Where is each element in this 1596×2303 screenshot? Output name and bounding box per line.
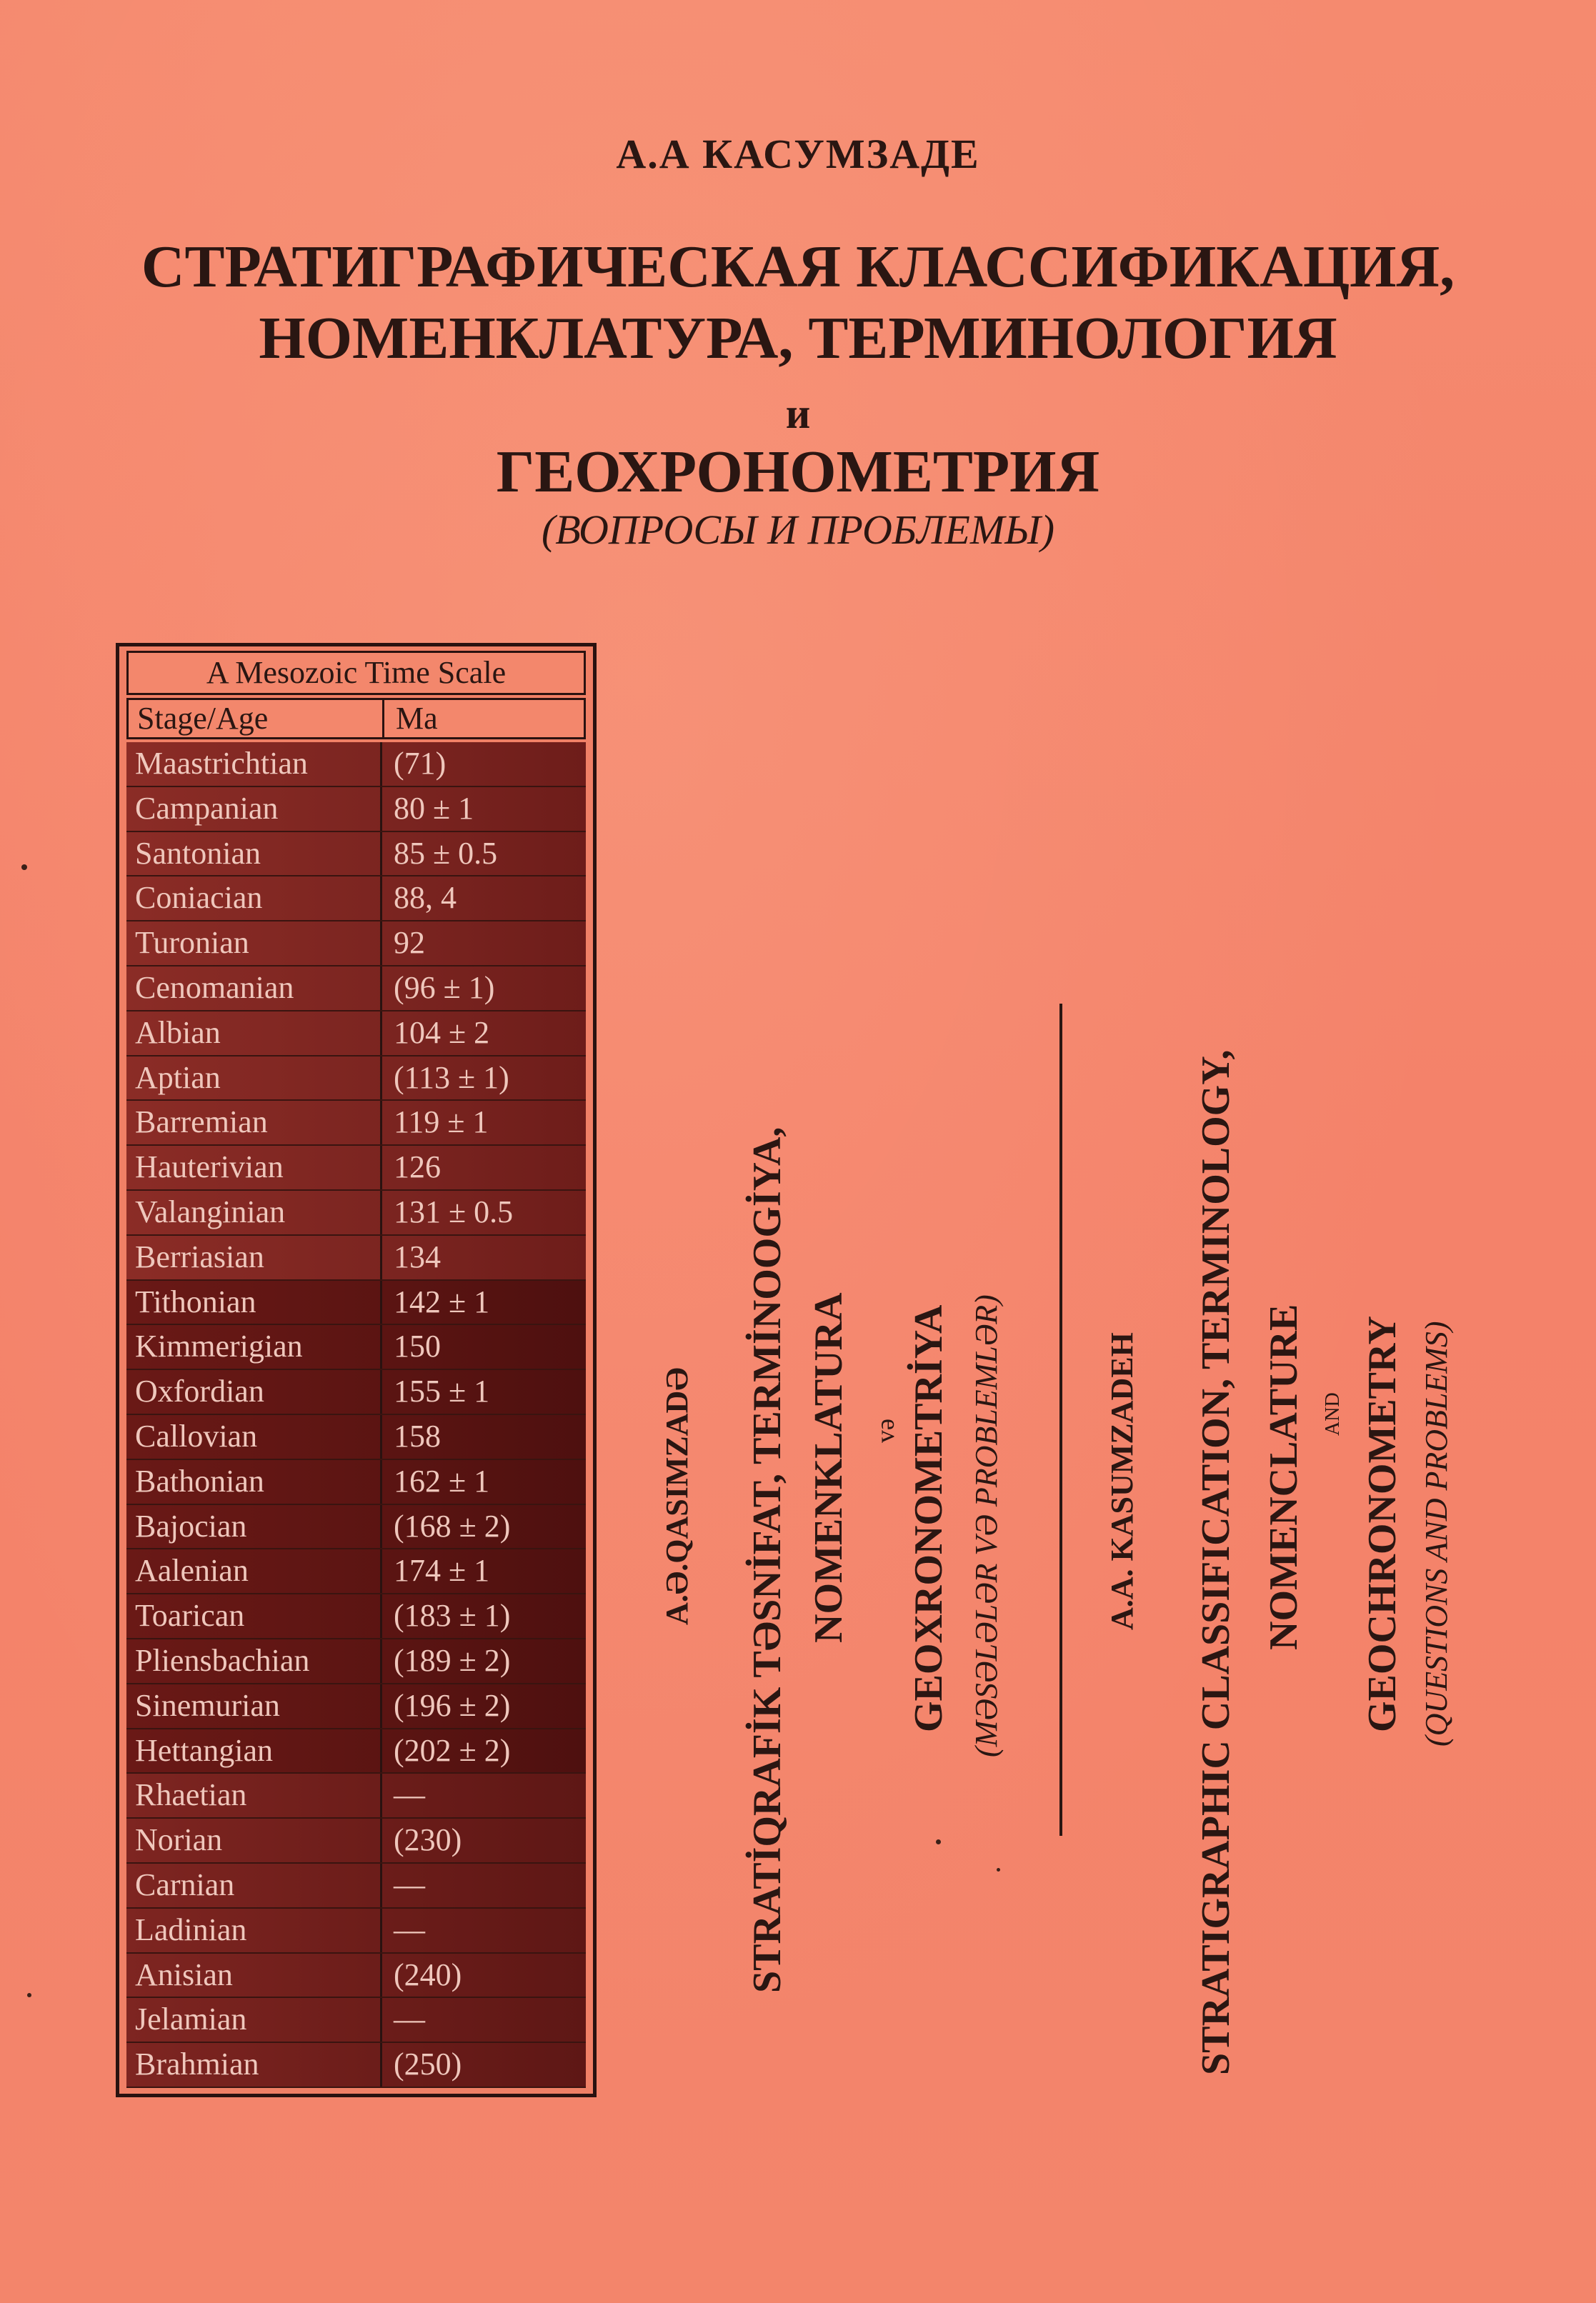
stage-age-ma: 142 ± 1 (394, 1284, 490, 1319)
row-divider (380, 1370, 382, 1414)
stage-name: Aalenian (135, 1553, 249, 1589)
stage-age-ma: 92 (394, 925, 425, 961)
row-divider (380, 1639, 382, 1683)
stage-name: Albian (135, 1014, 221, 1050)
stage-name: Anisian (135, 1957, 233, 1992)
az-title-line3: GEOXRONOMETRİYA (907, 1304, 951, 1732)
stage-name: Ladinian (135, 1912, 247, 1947)
title-ru-conjunction: и (785, 390, 811, 437)
stage-name: Kimmerigian (135, 1329, 303, 1364)
stage-name: Barremian (135, 1104, 268, 1140)
en-conjunction: AND (1322, 1392, 1344, 1436)
stage-age-ma: 155 ± 1 (394, 1374, 490, 1409)
time-scale-header (126, 698, 586, 739)
stage-name: Callovian (135, 1418, 258, 1454)
stage-age-ma: (196 ± 2) (394, 1687, 511, 1723)
stage-age-ma: — (394, 1912, 425, 1947)
scan-speck (21, 864, 27, 870)
stage-age-ma: (230) (394, 1822, 462, 1858)
row-divider (380, 1146, 382, 1189)
stage-age-ma: — (394, 2002, 425, 2037)
stage-age-ma: 131 ± 0.5 (394, 1194, 514, 1229)
stage-age-ma: 174 ± 1 (394, 1553, 490, 1589)
stage-name: Oxfordian (135, 1374, 264, 1409)
row-divider (380, 876, 382, 920)
time-scale-row (126, 1505, 586, 1550)
row-divider (380, 1056, 382, 1100)
row-divider (380, 1325, 382, 1369)
stage-name: Cenomanian (135, 969, 294, 1005)
stage-name: Campanian (135, 790, 279, 826)
row-divider (380, 1954, 382, 1997)
time-scale-row (126, 921, 586, 966)
stage-name: Berriasian (135, 1239, 264, 1274)
stage-name: Turonian (135, 925, 249, 961)
scan-speck (936, 1839, 941, 1844)
stage-age-ma: 134 (394, 1239, 441, 1274)
time-scale-row (126, 1191, 586, 1236)
stage-name: Toarican (135, 1598, 245, 1634)
row-divider (380, 2043, 382, 2087)
header-divider (382, 700, 384, 737)
stage-age-ma: 88, 4 (394, 880, 457, 916)
stage-age-ma: 119 ± 1 (394, 1104, 489, 1140)
stage-name: Hauterivian (135, 1149, 284, 1185)
row-divider (380, 742, 382, 786)
stage-name: Valanginian (135, 1194, 286, 1229)
time-scale-row (126, 966, 586, 1011)
stage-name: Aptian (135, 1059, 221, 1095)
stage-age-ma: 158 (394, 1418, 441, 1454)
scan-speck (997, 1868, 1000, 1872)
language-divider (1059, 1004, 1062, 1836)
stage-name: Coniacian (135, 880, 263, 916)
stage-age-ma: 85 ± 0.5 (394, 835, 498, 871)
time-scale-row (126, 1415, 586, 1460)
stage-name: Pliensbachian (135, 1642, 310, 1678)
time-scale-row (126, 1774, 586, 1819)
row-divider (380, 1594, 382, 1638)
title-ru-line3: ГЕОХРОНОМЕТРИЯ (496, 439, 1100, 505)
scan-speck (27, 1993, 31, 1997)
stage-age-ma: (168 ± 2) (394, 1508, 511, 1544)
en-title-line2: NOMENCLATURE (1262, 1304, 1306, 1650)
time-scale-title: A Mesozoic Time Scale (126, 651, 586, 695)
time-scale-row (126, 1460, 586, 1505)
time-scale-row (126, 1909, 586, 1954)
time-scale-row (126, 2043, 586, 2088)
stage-age-ma: 104 ± 2 (394, 1014, 490, 1050)
time-scale-row (126, 1684, 586, 1729)
stage-age-ma: (250) (394, 2047, 462, 2082)
row-divider (380, 1684, 382, 1728)
az-title-line2: NOMENKLATURA (807, 1292, 851, 1643)
time-scale-row (126, 1729, 586, 1774)
time-scale-row (126, 1281, 586, 1326)
stage-name: Bathonian (135, 1463, 264, 1499)
row-divider (380, 787, 382, 831)
time-scale-row (126, 1819, 586, 1864)
stage-age-ma: 150 (394, 1329, 441, 1364)
az-title-line1: STRATİQRAFİK TƏSNİFAT, TERMİNOOGİYA, (745, 1126, 789, 1993)
stage-age-ma: 162 ± 1 (394, 1463, 490, 1499)
stage-name: Carnian (135, 1867, 235, 1902)
en-title-line1: STRATIGRAPHIC CLASSIFICATION, TERMINOLOGY, (1194, 1049, 1238, 2075)
az-conjunction: və (871, 1419, 899, 1443)
stage-name: Brahmian (135, 2047, 259, 2082)
stage-age-ma: (189 ± 2) (394, 1642, 511, 1678)
subtitle-ru: (ВОПРОСЫ И ПРОБЛЕМЫ) (541, 506, 1055, 553)
row-divider (380, 1236, 382, 1279)
stage-age-ma: (113 ± 1) (394, 1059, 509, 1095)
row-divider (380, 1011, 382, 1055)
row-divider (380, 1505, 382, 1549)
time-scale-row (126, 1549, 586, 1594)
stage-age-ma: 126 (394, 1149, 441, 1185)
stage-name: Hettangian (135, 1732, 274, 1768)
row-divider (380, 921, 382, 965)
row-divider (380, 1191, 382, 1234)
row-divider (380, 1549, 382, 1593)
stage-name: Norian (135, 1822, 223, 1858)
header-ma: Ma (396, 701, 438, 736)
row-divider (380, 1864, 382, 1907)
row-divider (380, 1460, 382, 1504)
time-scale-row (126, 1236, 586, 1281)
az-author: A.Ə.QASIMZADƏ (659, 1367, 694, 1625)
en-subtitle: (QUESTIONS AND PROBLEMS) (1419, 1321, 1454, 1747)
stage-age-ma: (202 ± 2) (394, 1732, 511, 1768)
author-ru: А.А КАСУМЗАДЕ (616, 131, 980, 177)
mesozoic-time-scale-table (116, 643, 597, 2097)
time-scale-row (126, 1864, 586, 1909)
stage-name: Bajocian (135, 1508, 247, 1544)
stage-name: Rhaetian (135, 1777, 247, 1813)
row-divider (380, 1774, 382, 1817)
stage-age-ma: — (394, 1867, 425, 1902)
stage-name: Jelamian (135, 2002, 247, 2037)
header-stage: Stage/Age (137, 701, 269, 736)
time-scale-row (126, 876, 586, 921)
title-ru-line1: СТРАТИГРАФИЧЕСКАЯ КЛАССИФИКАЦИЯ, (141, 234, 1455, 300)
time-scale-row (126, 832, 586, 877)
stage-name: Santonian (135, 835, 261, 871)
time-scale-row (126, 1998, 586, 2043)
en-author: A.A. KASUMZADEH (1104, 1332, 1139, 1630)
row-divider (380, 832, 382, 876)
time-scale-row (126, 742, 586, 787)
time-scale-row (126, 1101, 586, 1146)
en-title-line3: GEOCHRONOMETRY (1360, 1316, 1405, 1732)
row-divider (380, 1415, 382, 1459)
time-scale-row (126, 1594, 586, 1639)
stage-age-ma: (96 ± 1) (394, 969, 495, 1005)
stage-name: Sinemurian (135, 1687, 280, 1723)
stage-age-ma: — (394, 1777, 425, 1813)
stage-age-ma: (240) (394, 1957, 462, 1992)
stage-name: Tithonian (135, 1284, 256, 1319)
title-ru-line2: НОМЕНКЛАТУРА, ТЕРМИНОЛОГИЯ (259, 305, 1337, 371)
row-divider (380, 1819, 382, 1862)
row-divider (380, 1998, 382, 2042)
time-scale-row (126, 1370, 586, 1415)
time-scale-rows (126, 742, 586, 2088)
stage-age-ma: (71) (394, 746, 447, 781)
az-subtitle: (MƏSƏLƏLƏR VƏ PROBLEMLƏR) (969, 1294, 1004, 1757)
row-divider (380, 1101, 382, 1144)
row-divider (380, 966, 382, 1010)
row-divider (380, 1281, 382, 1324)
time-scale-row (126, 1146, 586, 1191)
stage-age-ma: (183 ± 1) (394, 1598, 511, 1634)
stage-age-ma: 80 ± 1 (394, 790, 474, 826)
time-scale-row (126, 1639, 586, 1684)
time-scale-row (126, 1325, 586, 1370)
time-scale-row (126, 787, 586, 832)
stage-name: Maastrichtian (135, 746, 308, 781)
time-scale-row (126, 1056, 586, 1101)
time-scale-row (126, 1011, 586, 1056)
time-scale-row (126, 1954, 586, 1999)
row-divider (380, 1729, 382, 1773)
row-divider (380, 1909, 382, 1952)
